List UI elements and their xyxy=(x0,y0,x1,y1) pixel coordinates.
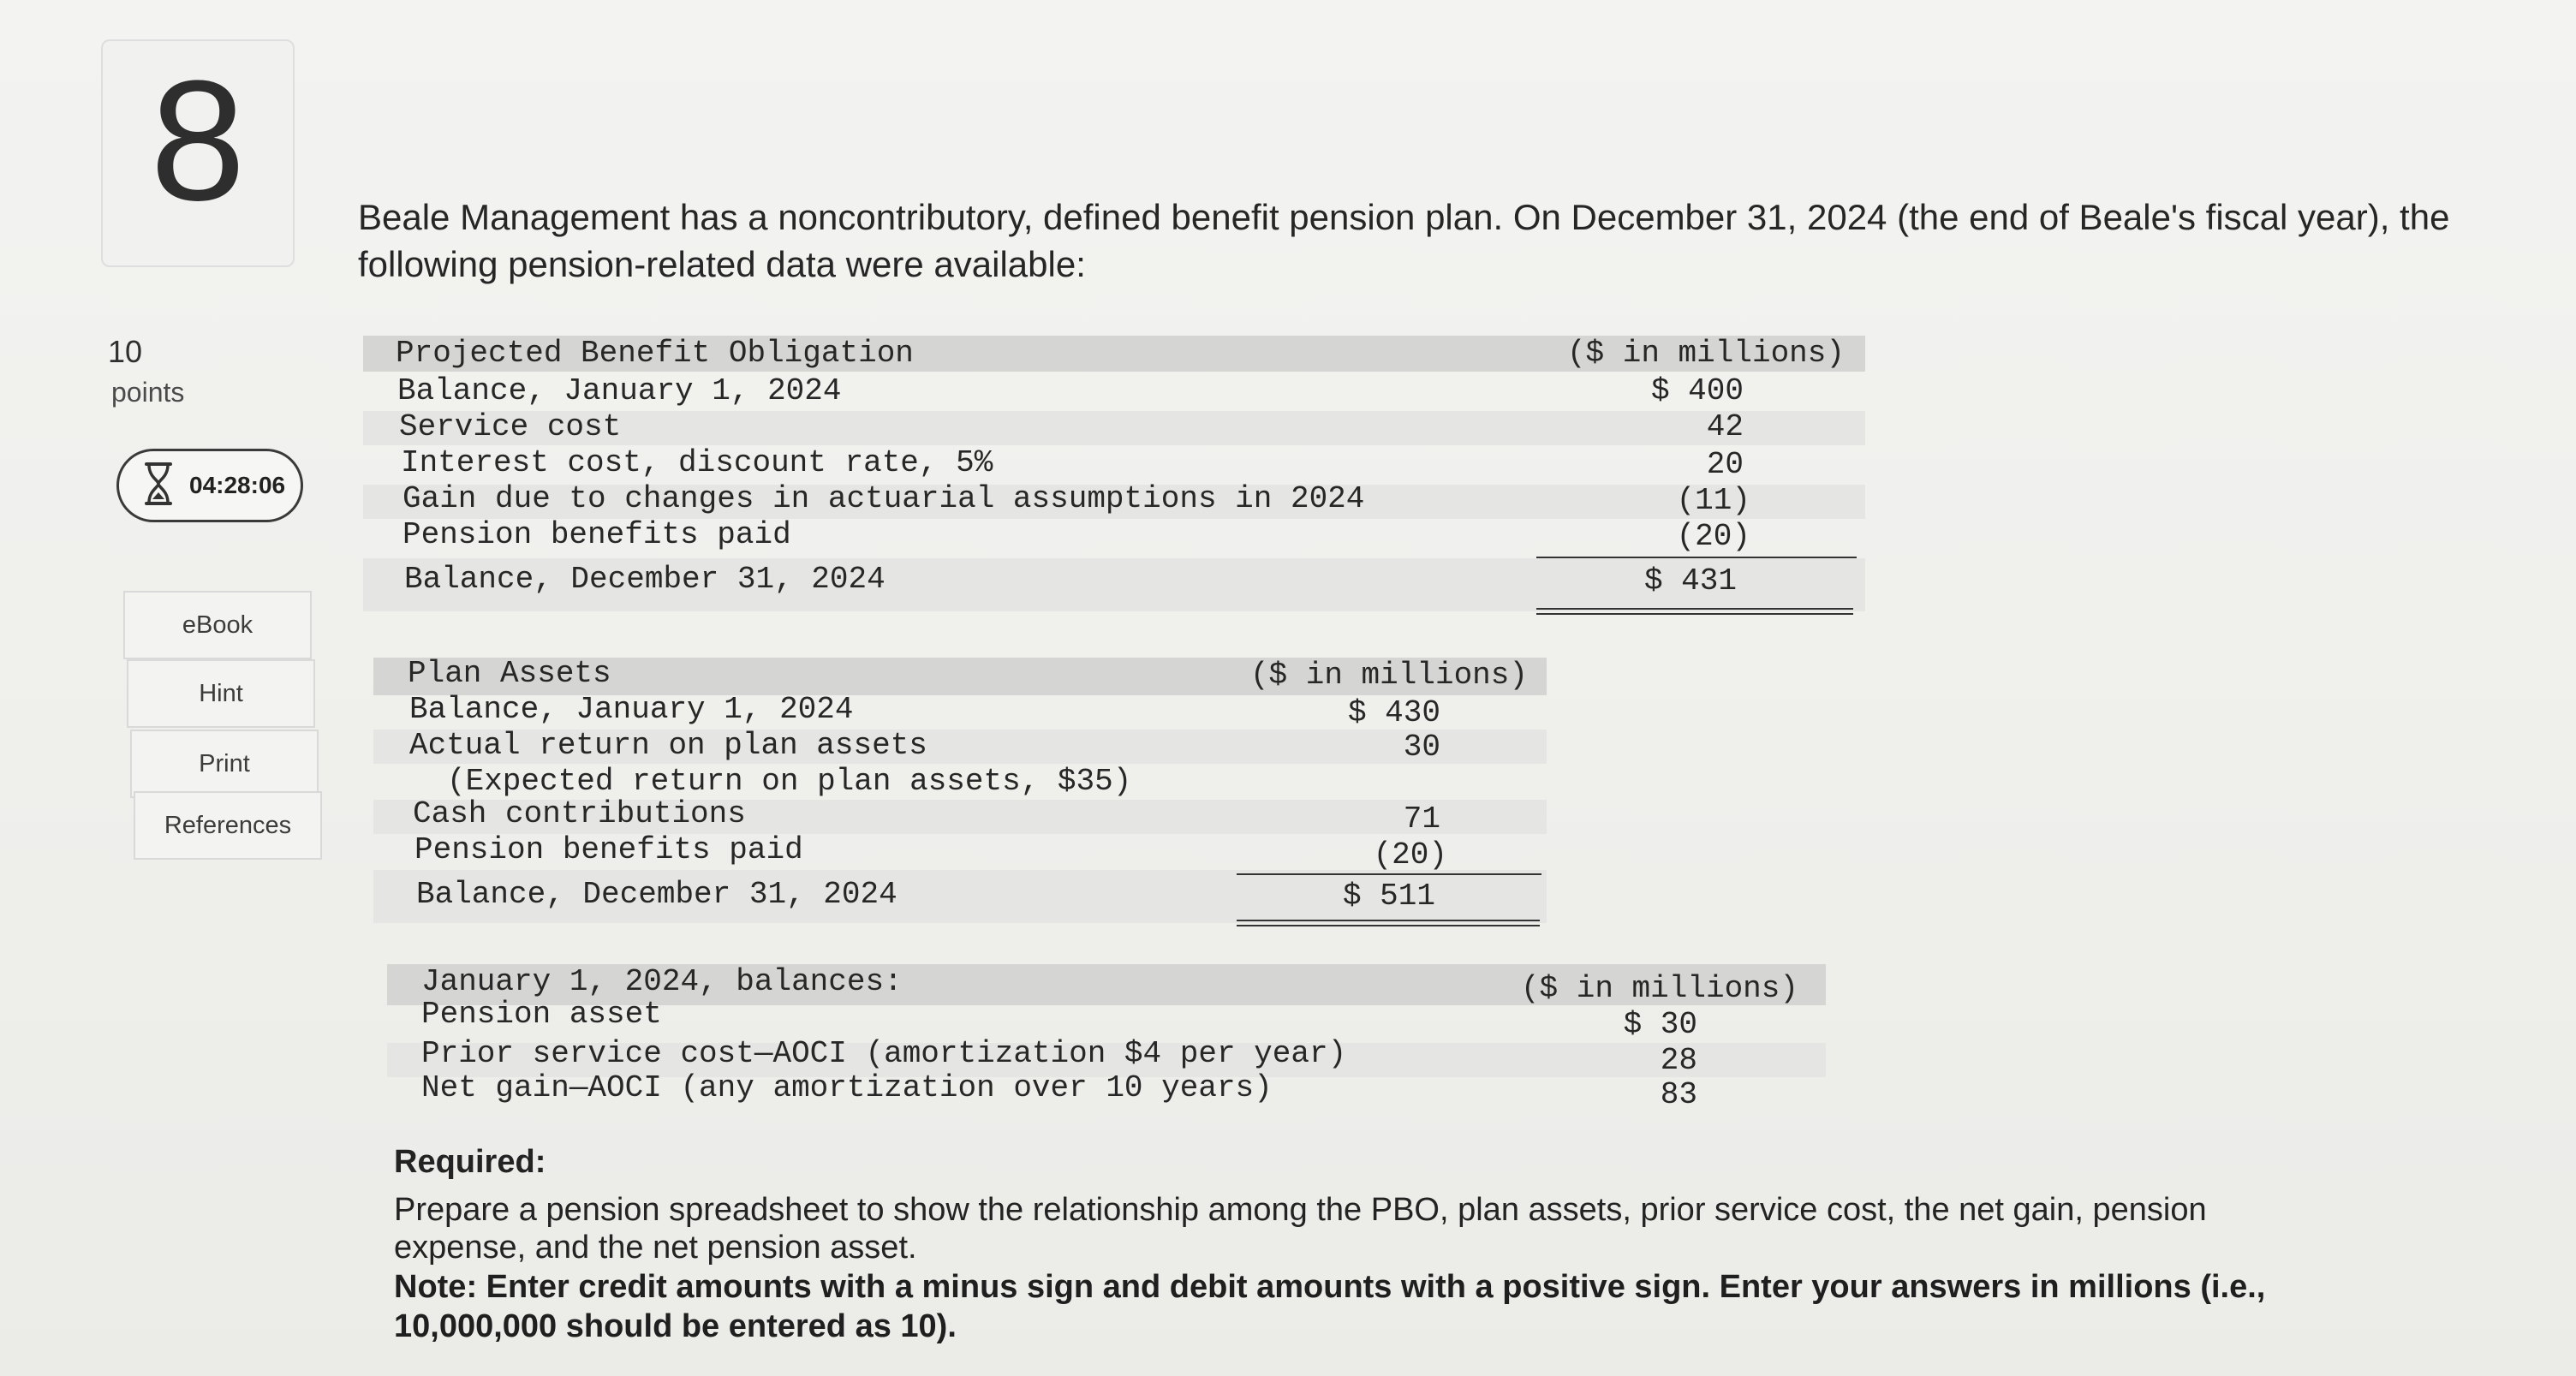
required-text-line-1: Prepare a pension spreadsheet to show the relationship among the PBO, plan assets, prior service cost, the net gain, pension xyxy=(394,1192,2207,1228)
required-text-line-2: expense, and the net pension asset. xyxy=(394,1230,917,1266)
pbo-row-label: Balance, January 1, 2024 xyxy=(397,373,842,408)
assets-row-label: Cash contributions xyxy=(413,796,746,831)
hint-button[interactable]: Hint xyxy=(127,659,315,728)
question-prompt xyxy=(358,194,2550,288)
pbo-total-rule xyxy=(1536,613,1853,615)
jan-row-value: $ 30 xyxy=(1623,1007,1697,1042)
assets-title: Plan Assets xyxy=(408,656,611,691)
jan-row-label: Net gain—AOCI (any amortization over 10 years) xyxy=(421,1070,1273,1105)
pbo-row-label: Gain due to changes in actuarial assumptions in 2024 xyxy=(402,481,1365,516)
pbo-subtotal-rule xyxy=(1536,557,1857,558)
print-button[interactable]: Print xyxy=(130,730,319,798)
jan-row-value: 28 xyxy=(1660,1043,1697,1078)
pbo-row-label: Interest cost, discount rate, 5% xyxy=(401,445,993,480)
assets-row-label: Balance, January 1, 2024 xyxy=(409,692,854,727)
pbo-unit: ($ in millions) xyxy=(1566,336,1845,371)
pbo-row-value: $ 400 xyxy=(1650,373,1744,408)
points-value: 10 xyxy=(108,334,143,369)
assets-total-rule xyxy=(1237,920,1540,921)
assets-row-label: Balance, December 31, 2024 xyxy=(416,877,897,912)
hourglass-icon xyxy=(141,462,176,510)
question-number-box xyxy=(101,39,295,267)
jan-row-label: Pension asset xyxy=(421,997,662,1032)
pbo-row-value: 42 xyxy=(1706,409,1744,444)
assets-total-rule xyxy=(1237,925,1540,926)
jan-row-label: Prior service cost—AOCI (amortization $4 per year) xyxy=(421,1036,1347,1071)
timer[interactable] xyxy=(116,449,303,522)
pbo-row-label: Balance, December 31, 2024 xyxy=(404,562,886,597)
assets-unit: ($ in millions) xyxy=(1249,658,1528,693)
pbo-total-rule xyxy=(1536,608,1853,610)
timer-text: 04:28:06 xyxy=(189,472,286,498)
assets-row-value: (20) xyxy=(1373,837,1447,873)
pbo-row-value: (11) xyxy=(1676,483,1750,518)
required-note-line-1: Note: Enter credit amounts with a minus sign and debit amounts with a positive sign. Enter your answers in millions (i.e., xyxy=(394,1269,2266,1305)
assets-row-label: Actual return on plan assets xyxy=(409,728,927,763)
assets-row-value: $ 430 xyxy=(1347,695,1440,730)
jan-title: January 1, 2024, balances: xyxy=(421,964,903,999)
jan-unit: ($ in millions) xyxy=(1520,971,1798,1006)
pbo-row-label: Service cost xyxy=(399,409,622,444)
pbo-row-value: (20) xyxy=(1676,519,1750,554)
jan-row-value: 83 xyxy=(1660,1077,1697,1112)
prompt-line-1: Beale Management has a noncontributory, defined benefit pension plan. On December 31, 2024 (the end of Beale's fiscal year), the xyxy=(358,197,2450,237)
pbo-row-value: 20 xyxy=(1706,447,1744,482)
required-note-line-2: 10,000,000 should be entered as 10). xyxy=(394,1308,957,1344)
assets-row-label: (Expected return on plan assets, $35) xyxy=(447,764,1132,799)
pbo-row-value: $ 431 xyxy=(1643,563,1737,599)
assets-subtotal-rule xyxy=(1237,873,1541,875)
ebook-button[interactable]: eBook xyxy=(123,591,312,659)
required-heading: Required: xyxy=(394,1144,546,1180)
question-number: 8 xyxy=(150,45,246,236)
assets-row-label: Pension benefits paid xyxy=(414,832,803,867)
points-label: points xyxy=(111,377,185,408)
assets-row-value: $ 511 xyxy=(1342,879,1435,914)
references-button[interactable]: References xyxy=(134,791,322,860)
pbo-title: Projected Benefit Obligation xyxy=(396,336,914,371)
pbo-row-label: Pension benefits paid xyxy=(402,517,791,552)
prompt-line-2: following pension-related data were available: xyxy=(358,244,1086,284)
assets-row-value: 71 xyxy=(1403,801,1440,837)
assets-row-value: 30 xyxy=(1403,730,1440,765)
